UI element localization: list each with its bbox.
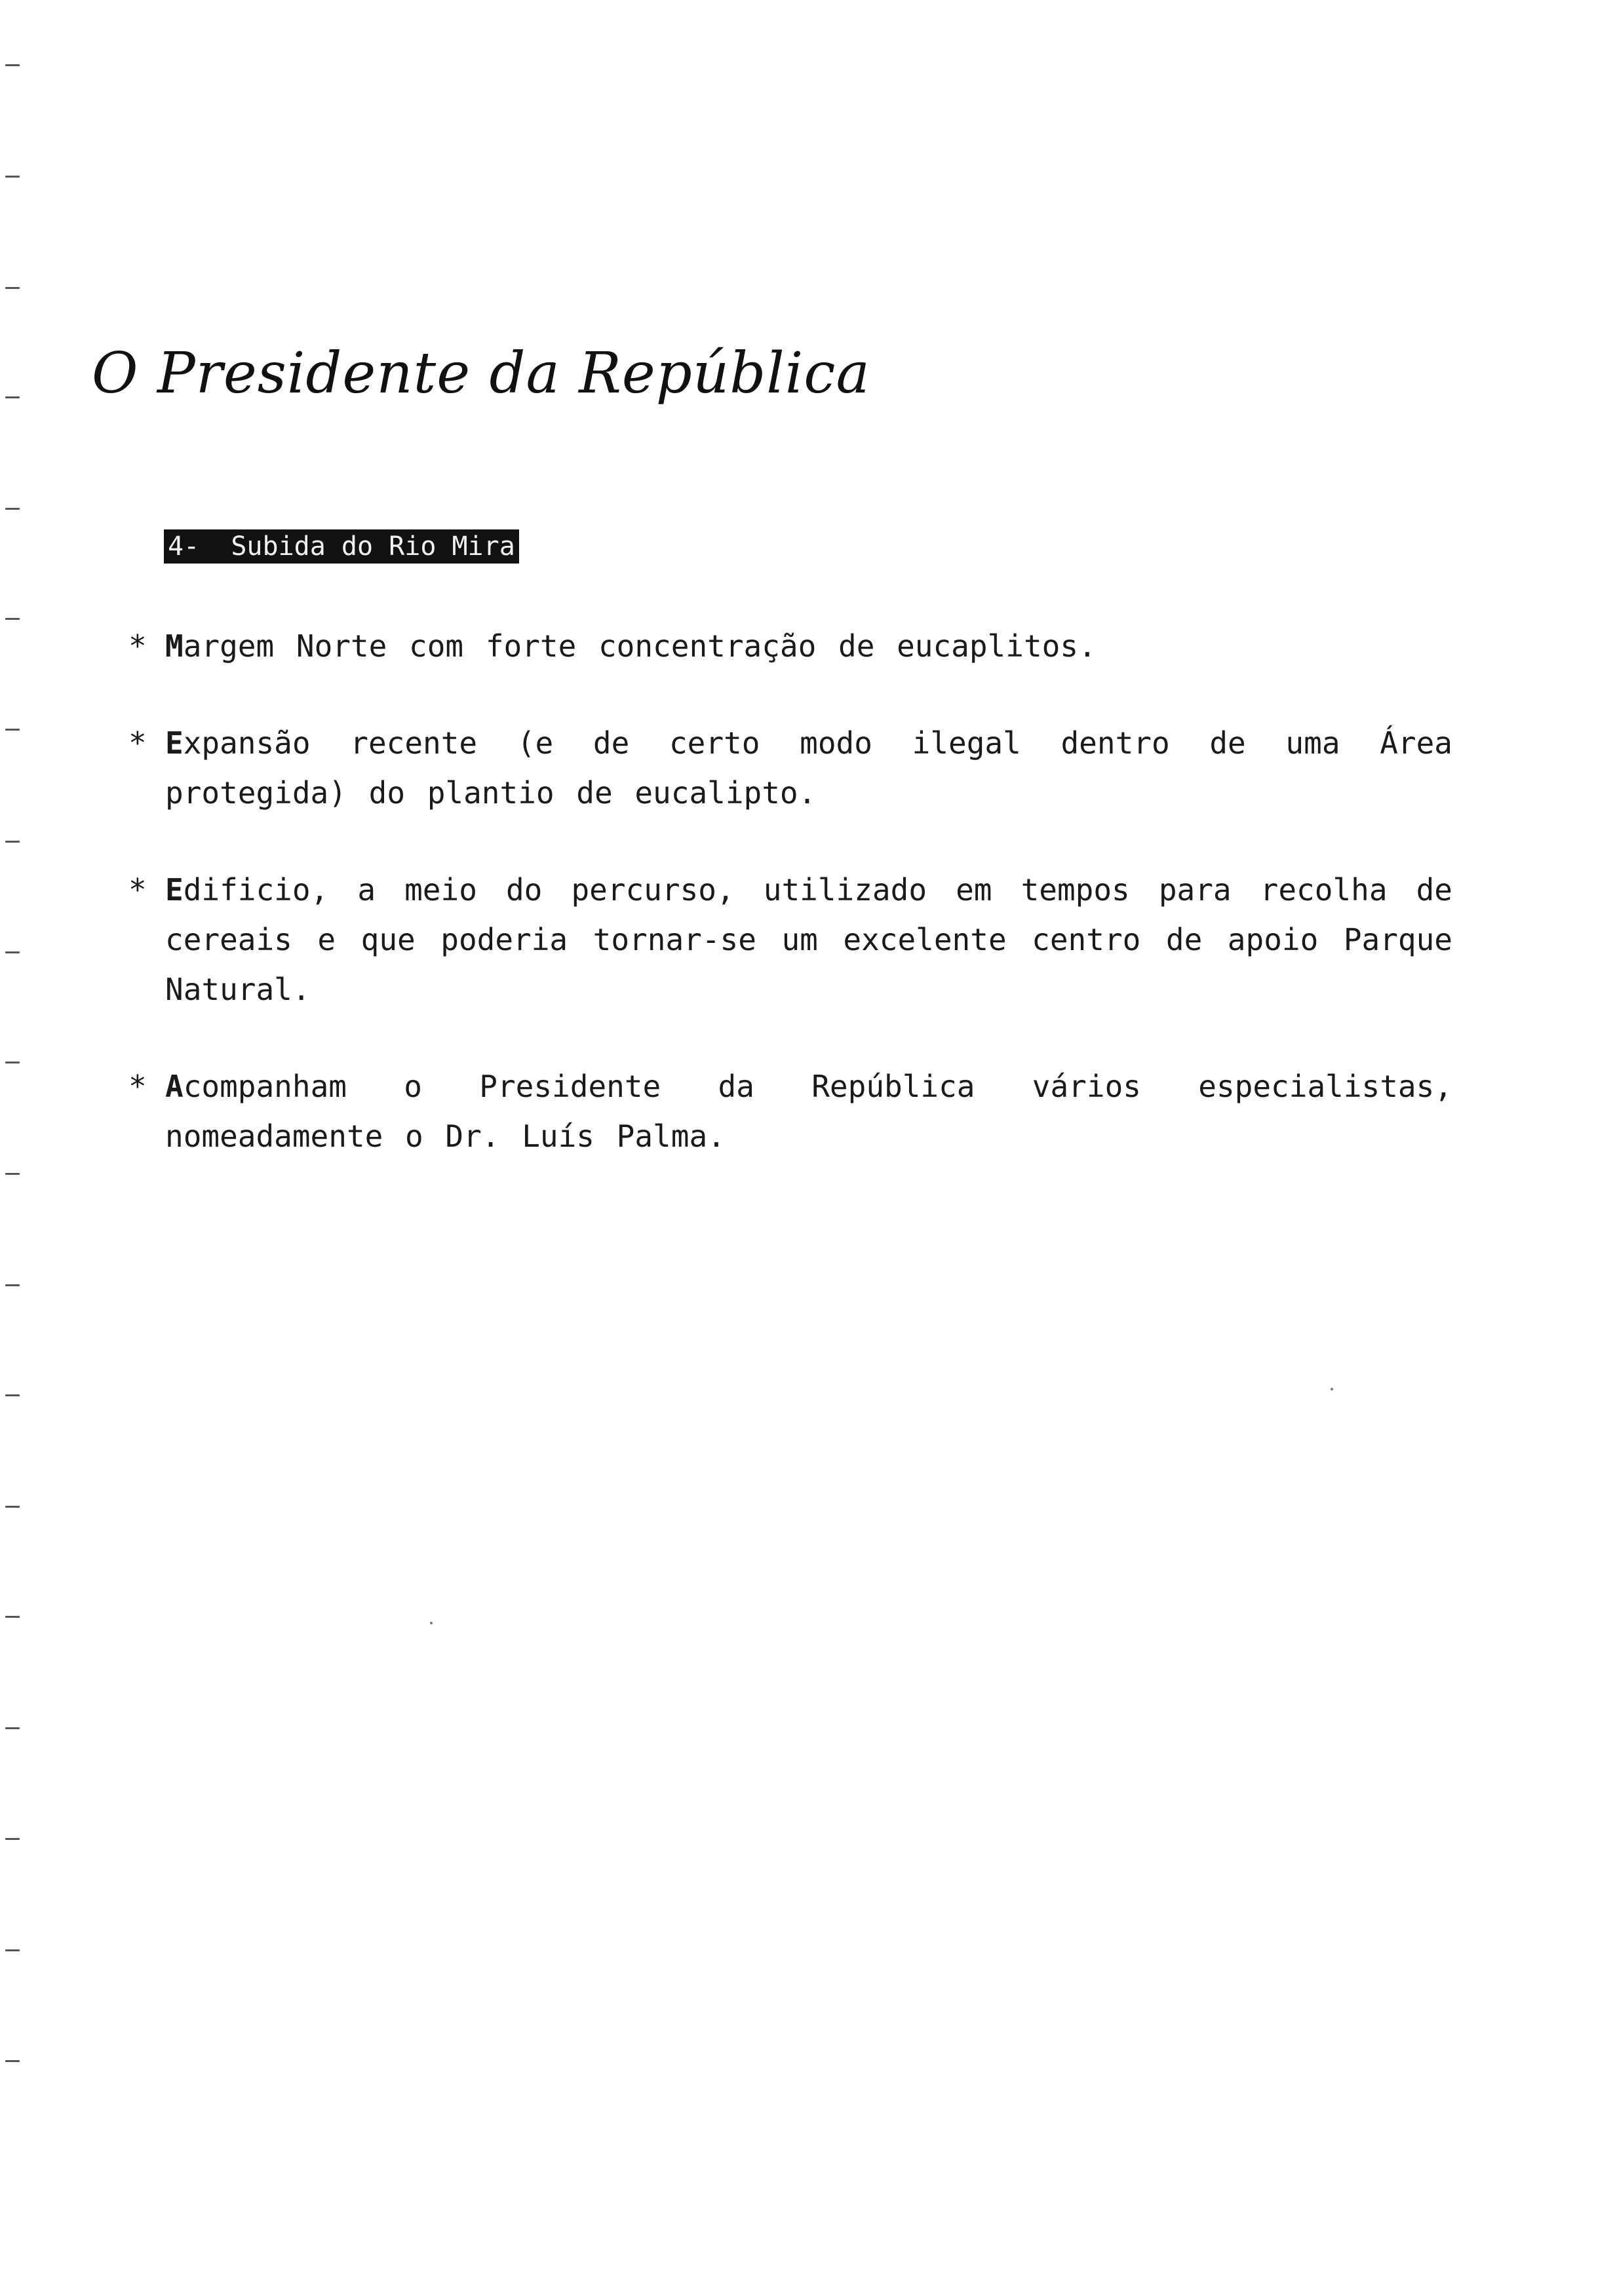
edge-mark <box>5 1949 20 1951</box>
edge-mark <box>5 1838 20 1840</box>
bullet-text: xpansão recente (e de certo modo ilegal dentro de uma Área protegida) do plantio de eucalipto. <box>165 725 1452 811</box>
bullet-symbol: * <box>128 725 147 761</box>
edge-mark <box>5 1616 20 1618</box>
edge-mark <box>5 1284 20 1286</box>
edge-mark <box>5 951 20 953</box>
list-item <box>128 621 1452 671</box>
bullet-text: dificio, a meio do percurso, utilizado em tempos para recolha de cereais e que poderia tornar-se um excelente centro de apoio Parque Natural. <box>165 872 1452 1007</box>
bullet-initial: E <box>165 872 184 908</box>
scan-speck <box>430 1622 433 1624</box>
edge-mark <box>5 1394 20 1396</box>
section-heading: 4- Subida do Rio Mira <box>164 529 519 564</box>
binding-edge-marks <box>5 0 31 2296</box>
list-item <box>128 865 1452 1014</box>
edge-mark <box>5 508 20 510</box>
edge-mark <box>5 1727 20 1729</box>
bullet-list <box>128 621 1452 1208</box>
edge-mark <box>5 2060 20 2062</box>
edge-mark <box>5 1506 20 1508</box>
bullet-symbol: * <box>128 1069 147 1104</box>
edge-mark <box>5 1173 20 1175</box>
letterhead-title: O Presidente da República <box>92 341 870 406</box>
edge-mark <box>5 287 20 289</box>
bullet-symbol: * <box>128 872 147 908</box>
edge-mark <box>5 1062 20 1063</box>
bullet-text: argem Norte com forte concentração de eucaplitos. <box>183 628 1097 664</box>
edge-mark <box>5 396 20 398</box>
bullet-initial: M <box>165 628 184 664</box>
edge-mark <box>5 64 20 66</box>
bullet-initial: E <box>165 725 184 761</box>
edge-mark <box>5 176 20 178</box>
list-item <box>128 718 1452 818</box>
bullet-text: companham o Presidente da República vários especialistas, nomeadamente o Dr. Luís Palma. <box>165 1069 1452 1154</box>
edge-mark <box>5 618 20 620</box>
bullet-symbol: * <box>128 628 147 664</box>
edge-mark <box>5 841 20 843</box>
edge-mark <box>5 729 20 731</box>
bullet-initial: A <box>165 1069 184 1104</box>
scan-speck <box>1331 1388 1333 1390</box>
list-item <box>128 1062 1452 1161</box>
